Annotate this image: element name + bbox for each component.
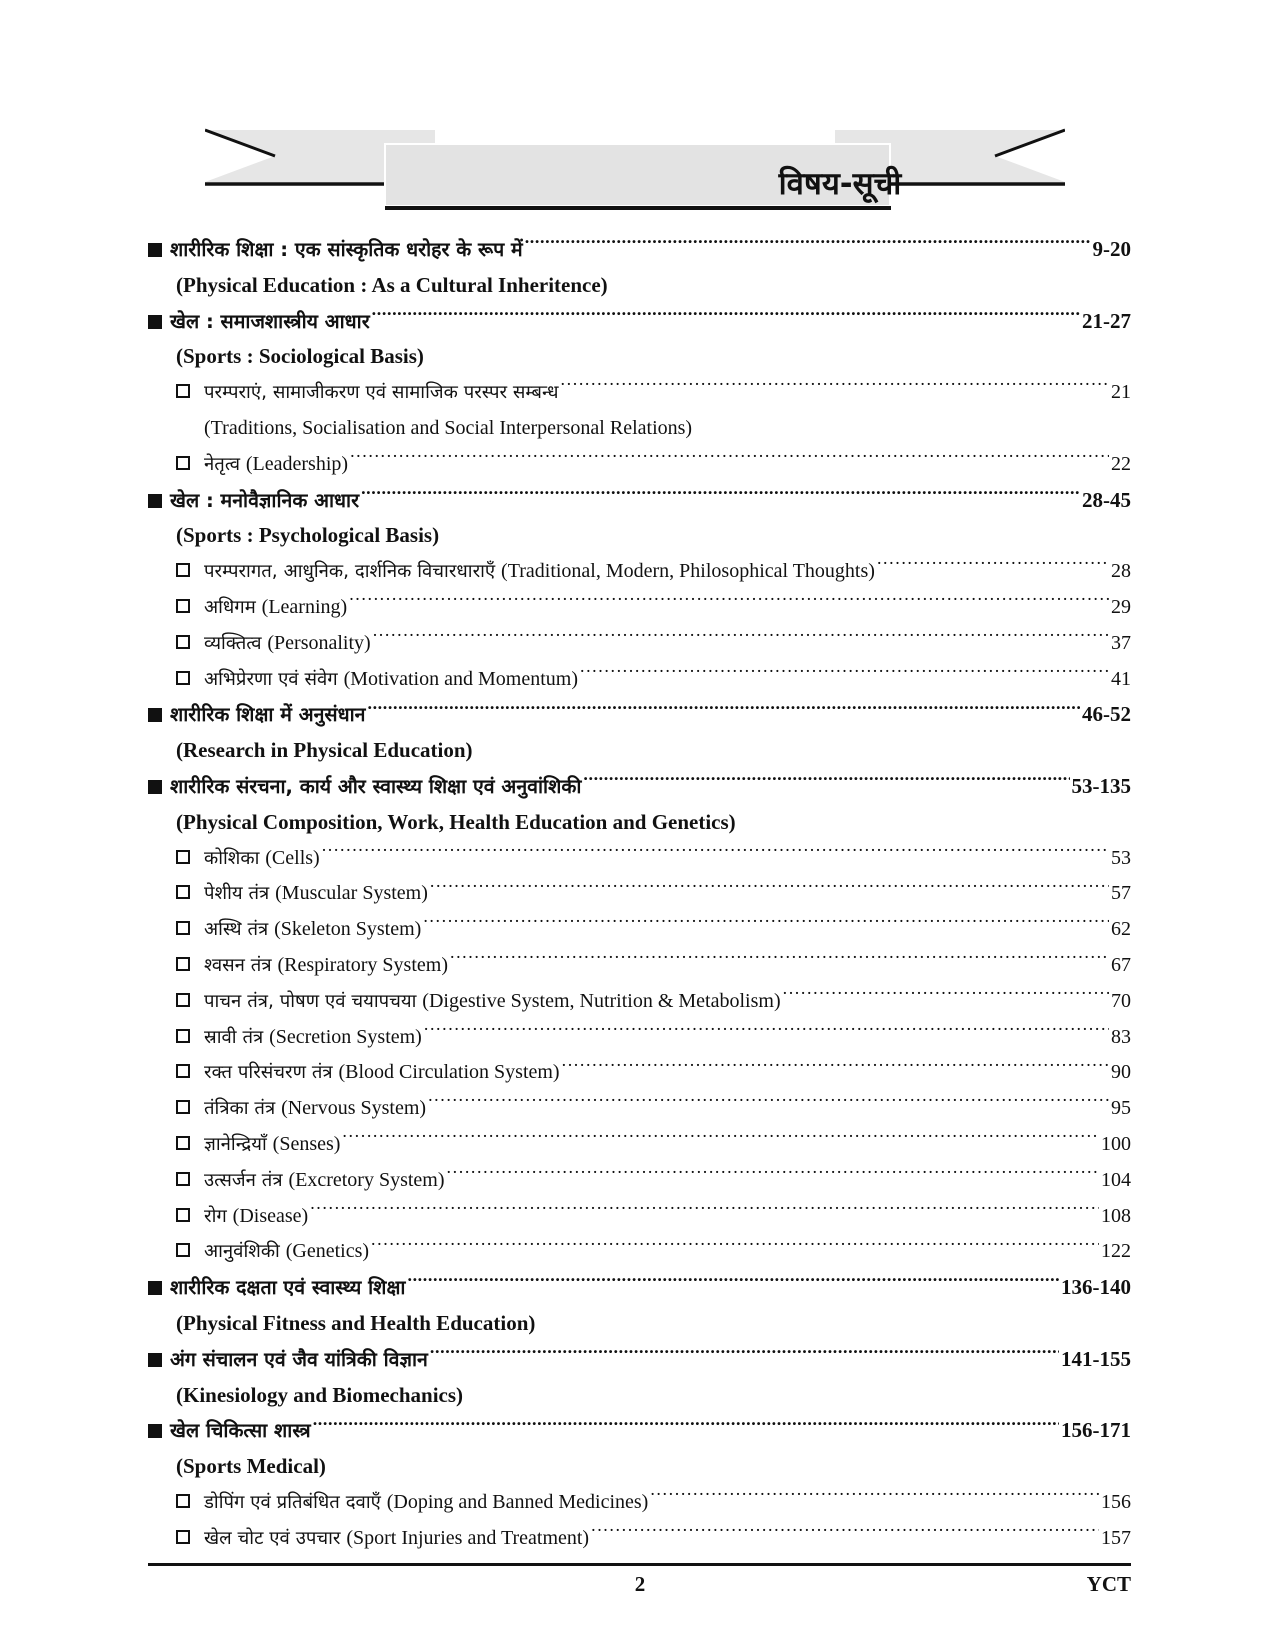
topic-title [204, 1521, 589, 1558]
topic-title-hindi: अस्थि तंत्र [204, 919, 275, 941]
dot-leader [525, 236, 1091, 256]
topic-english-label: (Traditions, Socialisation and Social Interpersonal Relations) [204, 416, 693, 439]
page-number: 104 [1101, 1168, 1131, 1191]
page-number: 67 [1111, 953, 1131, 976]
dot-leader [372, 308, 1080, 328]
topic-title-english: (Traditional, Modern, Philosophical Thoughts) [501, 560, 875, 583]
hollow-square-bullet-icon [176, 671, 190, 685]
table-of-contents [148, 232, 1131, 1556]
chapter-english-title [148, 268, 1131, 304]
toc-topic-row [148, 662, 1131, 698]
topic-title-hindi: ज्ञानेन्द्रियाँ [204, 1133, 273, 1155]
page-number: 70 [1111, 989, 1131, 1012]
topic-title-hindi: आनुवंशिकी [204, 1241, 286, 1263]
dot-leader [322, 844, 1109, 864]
toc-topic-row [148, 1521, 1131, 1557]
toc-chapter-row [148, 1270, 1131, 1306]
page-range: 156-171 [1061, 1418, 1131, 1443]
topic-title [204, 662, 578, 699]
hollow-square-bullet-icon [176, 384, 190, 398]
topic-title-english: (Motivation and Momentum) [343, 667, 578, 690]
topic-title [204, 948, 448, 985]
topic-title [204, 1055, 560, 1092]
toc-topic-row [148, 1127, 1131, 1163]
dot-leader [561, 378, 1109, 398]
page-number: 95 [1111, 1097, 1131, 1120]
toc-topic-row [148, 1091, 1131, 1127]
dot-leader [367, 701, 1080, 721]
dot-leader [562, 1058, 1109, 1078]
topic-title-hindi: परम्पराएं, सामाजीकरण एवं सामाजिक परस्पर सम्बन्ध [204, 382, 559, 404]
chapter-english-label: (Kinesiology and Biomechanics) [176, 1382, 464, 1407]
topic-title [204, 1485, 648, 1522]
page-number: 37 [1111, 631, 1131, 654]
dot-leader [877, 557, 1109, 577]
toc-topic-row [148, 1234, 1131, 1270]
page-number: 83 [1111, 1025, 1131, 1048]
footer-brand: YCT [1086, 1572, 1131, 1596]
topic-title-english: (Excretory System) [288, 1168, 445, 1191]
hollow-square-bullet-icon [176, 563, 190, 577]
filled-square-bullet-icon [148, 315, 162, 329]
page-range: 9-20 [1092, 237, 1131, 261]
hollow-square-bullet-icon [176, 1530, 190, 1544]
footer-page-number: 2 [634, 1572, 646, 1596]
chapter-english-title [148, 733, 1131, 769]
chapter-english-title [148, 339, 1131, 375]
chapter-title: शारीरिक दक्षता एवं स्वास्थ्य शिक्षा [170, 1276, 406, 1300]
chapter-english-label: (Sports : Psychological Basis) [176, 523, 440, 548]
page-range: 28-45 [1082, 487, 1131, 512]
topic-title [204, 1091, 426, 1128]
hollow-square-bullet-icon [176, 1172, 190, 1186]
topic-title-english: (Personality) [267, 631, 371, 654]
topic-title [204, 1020, 422, 1057]
hollow-square-bullet-icon [176, 1064, 190, 1078]
dot-leader [430, 879, 1109, 899]
dot-leader [342, 1130, 1099, 1150]
dot-leader [580, 665, 1109, 685]
toc-chapter-row [148, 1413, 1131, 1449]
hollow-square-bullet-icon [176, 635, 190, 649]
toc-chapter-row [148, 483, 1131, 519]
chapter-title: खेल : मनोवैज्ञानिक आधार [170, 488, 360, 512]
hollow-square-bullet-icon [176, 1100, 190, 1114]
page-number: 29 [1111, 595, 1131, 618]
topic-title-english: (Senses) [272, 1132, 341, 1155]
topic-title-english: (Sport Injuries and Treatment) [346, 1526, 590, 1549]
topic-title-english: (Skeleton System) [274, 918, 422, 941]
topic-title-english: (Nervous System) [281, 1097, 427, 1120]
toc-chapter-row [148, 697, 1131, 733]
dot-leader [783, 987, 1109, 1007]
hollow-square-bullet-icon [176, 850, 190, 864]
page-range: 46-52 [1082, 702, 1131, 727]
page-range: 136-140 [1061, 1275, 1131, 1300]
topic-title-hindi: अधिगम [204, 596, 262, 618]
topic-title [204, 447, 348, 484]
dot-leader [407, 1274, 1059, 1294]
toc-topic-row [148, 1199, 1131, 1235]
toc-topic-row [148, 447, 1131, 483]
page-range: 141-155 [1061, 1346, 1131, 1371]
topic-title-hindi: खेल चोट एवं उपचार [204, 1527, 347, 1549]
page-number: 122 [1101, 1240, 1131, 1263]
chapter-title: शारीरिक शिक्षा में अनुसंधान [170, 703, 366, 727]
chapter-english-title [148, 1449, 1131, 1485]
page-number: 156 [1101, 1490, 1131, 1513]
topic-title [204, 841, 320, 878]
topic-title-hindi: अभिप्रेरणा एवं संवेग [204, 668, 344, 690]
topic-title-hindi: व्यक्तित्व [204, 632, 268, 654]
toc-topic-row [148, 626, 1131, 662]
topic-title-english: (Cells) [265, 846, 320, 869]
topic-title-english: (Doping and Banned Medicines) [386, 1490, 649, 1513]
topic-title-hindi: स्रावी तंत्र [204, 1026, 270, 1048]
filled-square-bullet-icon [148, 780, 162, 794]
dot-leader [350, 450, 1109, 470]
toc-chapter-row [148, 769, 1131, 805]
page-number: 41 [1111, 667, 1131, 690]
topic-title-hindi: कोशिका [204, 847, 266, 869]
toc-topic-row [148, 948, 1131, 984]
topic-english-title [148, 411, 1131, 447]
page-number: 62 [1111, 918, 1131, 941]
chapter-english-title [148, 1306, 1131, 1342]
filled-square-bullet-icon [148, 708, 162, 722]
chapter-english-label: (Sports : Sociological Basis) [176, 344, 424, 369]
dot-leader [313, 1417, 1059, 1437]
topic-title [204, 984, 781, 1021]
dot-leader [650, 1488, 1099, 1508]
chapter-english-title [148, 1378, 1131, 1414]
page-number: 53 [1111, 846, 1131, 869]
topic-title-english: (Genetics) [285, 1240, 370, 1263]
chapter-english-label: (Physical Fitness and Health Education) [176, 1310, 536, 1335]
hollow-square-bullet-icon [176, 957, 190, 971]
topic-title-english: (Muscular System) [275, 882, 428, 905]
dot-leader [450, 951, 1109, 971]
filled-square-bullet-icon [148, 494, 162, 508]
filled-square-bullet-icon [148, 1353, 162, 1367]
topic-title [204, 554, 875, 591]
toc-topic-row [148, 590, 1131, 626]
chapter-title: खेल चिकित्सा शास्त्र [170, 1419, 311, 1443]
page-title: विषय-सूची [778, 166, 902, 202]
dot-leader [583, 773, 1069, 793]
footer-divider [148, 1563, 1131, 1566]
topic-title-hindi: उत्सर्जन तंत्र [204, 1169, 289, 1191]
dot-leader [423, 915, 1109, 935]
chapter-english-label: (Physical Composition, Work, Health Education and Genetics) [176, 809, 736, 834]
page-number: 100 [1101, 1132, 1131, 1155]
toc-topic-row [148, 554, 1131, 590]
topic-title-english: (Disease) [232, 1204, 309, 1227]
topic-title-hindi: पेशीय तंत्र [204, 883, 276, 905]
toc-chapter-row [148, 304, 1131, 340]
toc-topic-row [148, 1163, 1131, 1199]
topic-title [204, 590, 347, 627]
topic-title-english: (Respiratory System) [277, 953, 448, 976]
dot-leader [447, 1166, 1099, 1186]
dot-leader [424, 1023, 1109, 1043]
page-number: 57 [1111, 882, 1131, 905]
filled-square-bullet-icon [148, 1281, 162, 1295]
hollow-square-bullet-icon [176, 921, 190, 935]
toc-topic-row [148, 1055, 1131, 1091]
hollow-square-bullet-icon [176, 599, 190, 613]
topic-title-hindi: पाचन तंत्र, पोषण एवं चयापचया [204, 990, 423, 1012]
topic-title-hindi: नेतृत्व [204, 453, 246, 475]
toc-topic-row [148, 1485, 1131, 1521]
topic-title [204, 1163, 445, 1200]
dot-leader [310, 1202, 1099, 1222]
dot-leader [430, 1346, 1059, 1366]
page-number: 21 [1111, 381, 1131, 404]
hollow-square-bullet-icon [176, 1243, 190, 1257]
chapter-english-title [148, 518, 1131, 554]
page-number: 157 [1101, 1526, 1131, 1549]
toc-topic-row [148, 984, 1131, 1020]
page-number: 90 [1111, 1061, 1131, 1084]
toc-chapter-row [148, 232, 1131, 268]
topic-title-english: (Learning) [261, 595, 348, 618]
topic-title [204, 1199, 308, 1236]
topic-title-hindi: श्वसन तंत्र [204, 954, 278, 976]
topic-title-hindi: डोपिंग एवं प्रतिबंधित दवाएँ [204, 1491, 387, 1513]
page-range: 21-27 [1082, 308, 1131, 333]
toc-topic-row [148, 375, 1131, 411]
title-banner [205, 120, 1065, 220]
topic-title [204, 876, 428, 913]
hollow-square-bullet-icon [176, 993, 190, 1007]
chapter-title: अंग संचालन एवं जैव यांत्रिकी विज्ञान [170, 1347, 428, 1371]
topic-title [204, 912, 421, 949]
topic-title-english: (Leadership) [245, 452, 349, 475]
dot-leader [371, 1237, 1099, 1257]
topic-title-english: (Blood Circulation System) [338, 1061, 560, 1084]
toc-topic-row [148, 1020, 1131, 1056]
hollow-square-bullet-icon [176, 1494, 190, 1508]
hollow-square-bullet-icon [176, 1208, 190, 1222]
topic-title-hindi: रोग [204, 1205, 233, 1227]
chapter-english-label: (Research in Physical Education) [176, 738, 473, 763]
toc-topic-row [148, 841, 1131, 877]
dot-leader [373, 629, 1109, 649]
chapter-english-title [148, 805, 1131, 841]
dot-leader [591, 1524, 1099, 1544]
chapter-english-label: (Physical Education : As a Cultural Inheritence) [176, 272, 608, 297]
page-number: 28 [1111, 560, 1131, 583]
filled-square-bullet-icon [148, 1424, 162, 1438]
dot-leader [428, 1094, 1109, 1114]
chapter-title: शारीरिक शिक्षा : एक सांस्कृतिक धरोहर के रूप में [170, 238, 523, 261]
topic-title-hindi: परम्परागत, आधुनिक, दार्शनिक विचारधाराएँ [204, 561, 502, 583]
toc-topic-row [148, 912, 1131, 948]
dot-leader [349, 593, 1109, 613]
topic-title [204, 1234, 369, 1271]
filled-square-bullet-icon [148, 243, 162, 257]
chapter-title: खेल : समाजशास्त्रीय आधार [170, 309, 370, 333]
page-number: 22 [1111, 452, 1131, 475]
chapter-title: शारीरिक संरचना, कार्य और स्वास्थ्य शिक्षा एवं अनुवांशिकी [170, 774, 582, 798]
topic-title-hindi: तंत्रिका तंत्र [204, 1098, 282, 1120]
dot-leader [361, 487, 1080, 507]
toc-chapter-row [148, 1342, 1131, 1378]
page-number: 108 [1101, 1204, 1131, 1227]
topic-title [204, 626, 371, 663]
topic-title-hindi: रक्त परिसंचरण तंत्र [204, 1062, 339, 1084]
hollow-square-bullet-icon [176, 1136, 190, 1150]
hollow-square-bullet-icon [176, 885, 190, 899]
topic-title-english: (Digestive System, Nutrition & Metabolism) [422, 989, 781, 1012]
topic-title [204, 1127, 340, 1164]
topic-title-english: (Secretion System) [269, 1025, 422, 1048]
hollow-square-bullet-icon [176, 1029, 190, 1043]
page-range: 53-135 [1071, 773, 1131, 798]
topic-title [204, 375, 559, 412]
chapter-english-label: (Sports Medical) [176, 1454, 326, 1479]
hollow-square-bullet-icon [176, 456, 190, 470]
toc-topic-row [148, 876, 1131, 912]
